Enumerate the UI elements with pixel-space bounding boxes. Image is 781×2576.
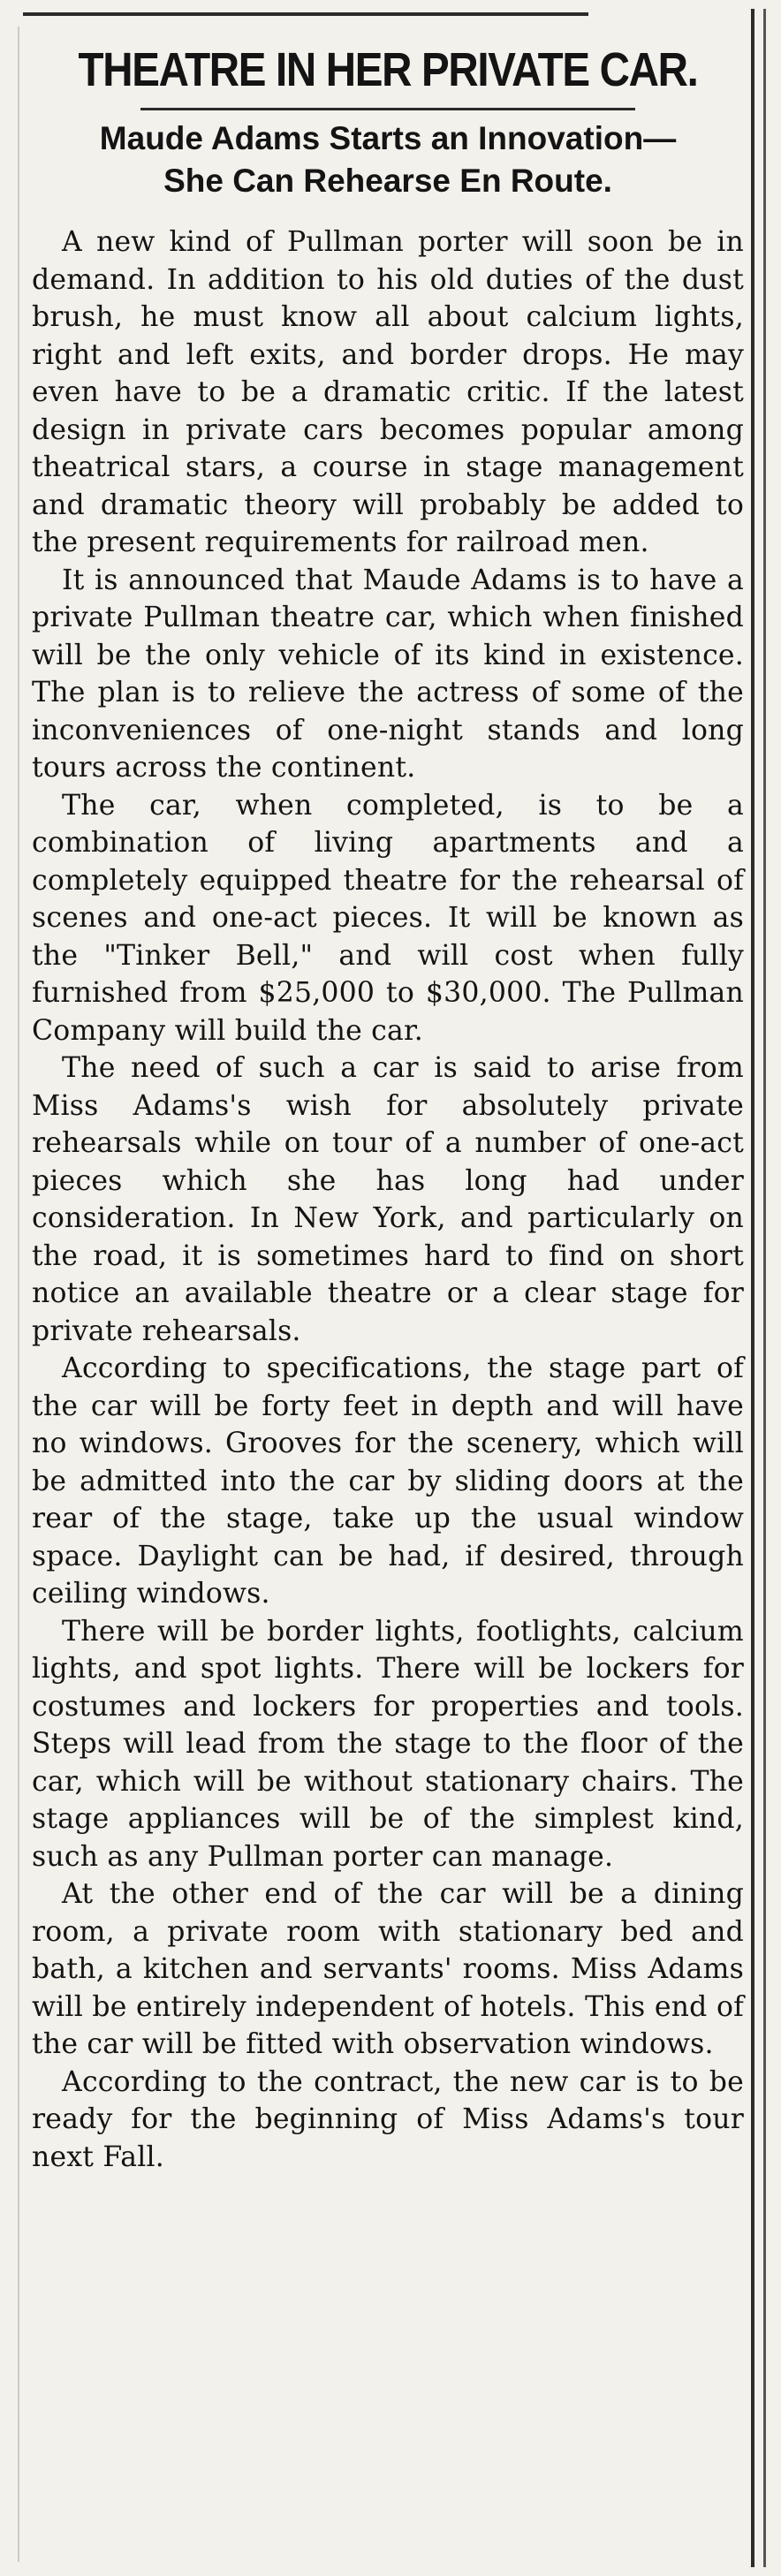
deck-line-2: She Can Rehearse En Route.	[163, 163, 612, 199]
article-body	[32, 224, 744, 2176]
paragraph: It is announced that Maude Adams is to have a private Pullman theatre car, which when finished will be the only vehicle of its kind in existence. The plan is to relieve the actress of some of the inconveniences of one-night stands and long tours across the continent.	[32, 564, 744, 784]
paragraph: A new kind of Pullman porter will soon be in demand. In addition to his old duties of the dust brush, he must know all about calcium lights, right and left exits, and border drops. He may even have to be a dramatic critic. If the latest design in private cars becomes popular among theatrical stars, a course in stage management and dramatic theory will probably be added to the present requirements for railroad men.	[32, 226, 744, 558]
right-column-rule	[751, 9, 754, 2567]
headline-rule	[140, 108, 635, 110]
deck-line-1: Maude Adams Starts an Innovation—	[99, 120, 677, 156]
top-rule	[23, 12, 588, 16]
left-column-rule	[18, 27, 19, 2562]
paragraph: The need of such a car is said to arise from Miss Adams's wish for absolutely private rehearsals while on tour of a number of one-act pieces which she has long had under consideration. In New York, and particularly on the road, it is sometimes hard to find on short notice an available theatre or a clear stage for private rehearsals.	[32, 1052, 744, 1347]
article-deck	[32, 117, 744, 202]
paragraph: The car, when completed, is to be a combination of living apartments and a completely equipped theatre for the rehearsal of scenes and one-act pieces. It will be known as the "Tinker Bell," and will cost when fully furnished from $25,000 to $30,000. The Pullman Company will build the car.	[32, 789, 744, 1047]
paragraph: According to the contract, the new car is to be ready for the beginning of Miss Adams's tour next Fall.	[32, 2065, 744, 2173]
article-headline: THEATRE IN HER PRIVATE CAR.	[78, 43, 698, 96]
adjacent-column-edge	[763, 9, 766, 2567]
article-column	[32, 25, 744, 2176]
paragraph: There will be border lights, footlights, calcium lights, and spot lights. There will be lockers for costumes and lockers for properties and tools. Steps will lead from the stage to the floor of the car, which will be without stationary chairs. The stage appliances will be of the simplest kind, such as any Pullman porter can manage.	[32, 1615, 744, 1873]
paragraph: At the other end of the car will be a dining room, a private room with stationary bed and bath, a kitchen and servants' rooms. Miss Adams will be entirely independent of hotels. This end of the car will be fitted with observation windows.	[32, 1878, 744, 2060]
paragraph: According to specifications, the stage part of the car will be forty feet in depth and will have no windows. Grooves for the scenery, which will be admitted into the car by sliding doors at the rear of the stage, take up the usual window space. Daylight can be had, if desired, through ceiling windows.	[32, 1352, 744, 1610]
